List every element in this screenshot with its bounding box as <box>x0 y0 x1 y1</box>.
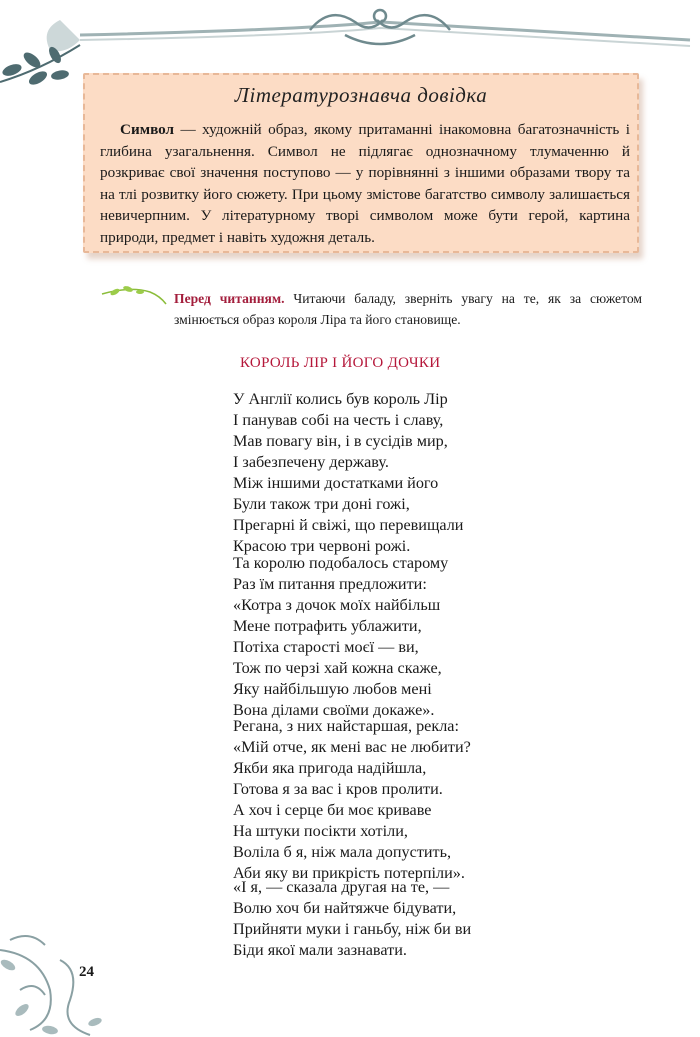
poem-line: Прегарні й свіжі, що перевищали <box>233 516 464 534</box>
stanza-2 <box>233 553 563 721</box>
poem-line: Тож по черзі хай кожна скаже, <box>233 659 442 677</box>
poem-line: Якби яка пригода надійшла, <box>233 759 427 777</box>
poem-line: Між іншими достатками його <box>233 474 439 492</box>
poem-line: Мене потрафить ублажити, <box>233 617 422 635</box>
stanza-4 <box>233 877 563 961</box>
poem-line: Красою три червоні рожі. <box>233 537 411 555</box>
poem-line: Були також три доні гожі, <box>233 495 410 513</box>
sprig-icon <box>100 284 170 308</box>
literary-reference-box <box>83 73 639 253</box>
poem-line: «Мій отче, як мені вас не любити? <box>233 738 471 756</box>
poem-line: Яку найбільшую любов мені <box>233 680 432 698</box>
before-reading-instruction <box>174 288 642 330</box>
poem-line: Готова я за вас і кров пролити. <box>233 780 443 798</box>
poem-line: Потіха старості моєї — ви, <box>233 638 419 656</box>
poem-line: І забезпечену державу. <box>233 453 389 471</box>
stanza-3 <box>233 716 563 884</box>
poem-line: На штуки посікти хотіли, <box>233 822 408 840</box>
page-number: 24 <box>79 964 94 980</box>
poem-title: КОРОЛЬ ЛІР І ЙОГО ДОЧКИ <box>240 355 441 371</box>
poem-line: Раз їм питання предложити: <box>233 575 427 593</box>
before-reading-label: Перед читанням. <box>174 291 285 306</box>
stanza-1 <box>233 389 563 557</box>
poem-line: «Котра з дочок моїх найбільш <box>233 596 441 614</box>
poem-line: А хоч і серце би моє криваве <box>233 801 432 819</box>
poem-line: У Англії колись був король Лір <box>233 390 448 408</box>
poem-line: Вона ділами своїми докаже». <box>233 701 435 719</box>
poem-line: Воліла б я, ніж мала допустить, <box>233 843 452 861</box>
poem-line: Прийняти муки і ганьбу, ніж би ви <box>233 920 472 938</box>
poem-line: І панував собі на честь і славу, <box>233 411 444 429</box>
reference-definition <box>100 119 630 249</box>
term-symbol: Символ <box>120 121 175 138</box>
poem-line: Біди якої мали зазнавати. <box>233 941 407 959</box>
poem-line: Волю хоч би найтяжче бідувати, <box>233 899 457 917</box>
definition-text: — художній образ, якому притаманні інакомовна багатозначність і глибина узагальнення. Символ не підлягає однозначному тлумаченню й розкриває свої значення поступово — у порівнянні з іншими образами твору та на тлі розвитку його сюжету. При цьому змістове багатство символу залишається невичерпним. У літературному творі символом може бути герой, картина природи, предмет і навіть художня деталь. <box>100 121 630 246</box>
reference-title: Літературознавча довідка <box>234 83 488 107</box>
poem-line: Та королю подобалось старому <box>233 554 449 572</box>
poem-line: Аби яку ви прикрість потерпіли». <box>233 864 465 882</box>
poem-line: «І я, — сказала другая на те, — <box>233 878 450 896</box>
poem-line: Мав повагу він, і в сусідів мир, <box>233 432 448 450</box>
poem-line: Регана, з них найстаршая, рекла: <box>233 717 459 735</box>
before-reading-text: Читаючи баладу, зверніть увагу на те, як за сюжетом змінюється образ короля Ліра та його становище. <box>174 291 642 327</box>
bottom-ornament <box>0 930 120 1037</box>
